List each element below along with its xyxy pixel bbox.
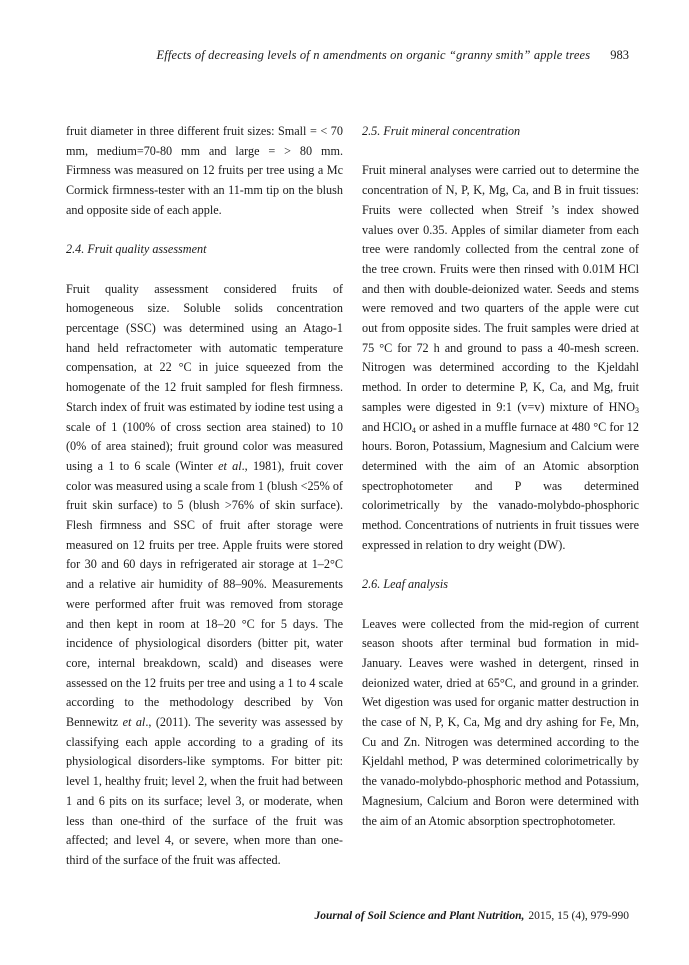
subscript: 3 — [635, 405, 639, 415]
subscript: 4 — [411, 425, 416, 435]
chem-formula: HNO — [608, 399, 635, 414]
chem-formula: and HClO — [362, 419, 412, 434]
intro-paragraph: fruit diameter in three different fruit sizes: Small = < 70 mm, medium=70-80 mm and large = > 80 mm. Firmness was measured on 12 fruits per tree using a Mc Cormick firmness-tester with an 11-mm tip on the blush and opposite side of each apple. — [66, 124, 343, 217]
left-column — [66, 122, 343, 871]
journal-citation: 2015, 15 (4), 979-990 — [528, 910, 629, 922]
leaf-analysis-paragraph: Leaves were collected from the mid-region of current season shoots after terminal bud formation in mid-January. Leaves were washed in detergent, rinsed in deionized water, dried at 65°C, and ground in a grinder. Wet digestion was used for organic matter destruction in the case of N, P, K, Ca, Mg and dry ashing for Fe, Mn, Cu and Zn. Nitrogen was determined according to the Kjeldahl method, P was determined colorimetrically by the vanado-molybdo-phosphoric method and Potassium, Magnesium, Calcium and Boron were determined with the aim of an Atomic absorption spectrophotometer. — [362, 616, 639, 828]
text-span: ., 1981), fruit cover color was measured using a scale from 1 (blush <25% of fruit skin surface) to 5 (blush >76% of skin surface). Flesh firmness and SSC of fruit after storage were measured on 12 fruits per tree. Apple fruits were stored for 30 and 60 days in refrigerated air storage at 1–2°C and a relative air humidity of 88–90%. Measurements were performed after fruit was removed from storage and then kept in room at 18–20 °C for 5 days. The incidence of physiological disorders (bitter pit, water core, internal breakdown, scald) and diseases were assessed on the 12 fruits per tree and using a 1 to 4 scale according to the methodology described by Von Bennewitz — [66, 458, 344, 730]
et-al-citation: et al — [218, 458, 242, 473]
et-al-citation: et al — [122, 715, 146, 730]
text-span: Fruit quality assessment considered fruits of homogeneous size. Soluble solids concentration percentage (SSC) was determined using an Atago-1 hand held refractometer with automatic temperature compensation, at 22 °C in juice squeezed from the homogenate of the 12 fruit sampled for flesh firmness. Starch index of fruit was estimated by iodine test using a scale of 1 (100% of cross section area stained) to 10 (0% of area stained); fruit ground color was measured using a 1 to 6 scale (Winter — [66, 281, 343, 473]
running-title: Effects of decreasing levels of n amendments on organic “granny smith” apple trees — [156, 48, 591, 62]
section-heading-leaf-analysis: 2.6. Leaf analysis — [362, 577, 448, 592]
journal-name: Journal of Soil Science and Plant Nutrition, — [314, 910, 525, 922]
running-header — [60, 48, 629, 63]
section-heading-fruit-quality: 2.4. Fruit quality assessment — [66, 242, 207, 257]
text-span: Fruit mineral analyses were carried out to determine the concentration of N, P, K, Mg, Ca, and B in fruit tissues: Fruits were collected when Streif ’s index showed values over 0.35. Apples of similar diameter from each tree were randomly collected from the central zone of the tree crown. Fruits were then rinsed with 0.01M HCl and then with double-deionized water. Seeds and stems were removed and two quarters of the apple were cut out from opposite sides. The fruit samples were dried at 75 °C for 72 h and ground to pass a 40-mesh screen. Nitrogen was determined according to the Kjeldahl method. In order to determine P, K, Ca, and Mg, fruit samples were digested in 9:1 (v=v) mixture of — [362, 163, 639, 414]
page-footer — [314, 910, 629, 922]
page-number: 983 — [610, 48, 629, 62]
right-column — [362, 122, 639, 831]
text-span: or ashed in a muffle furnace at 480 °C for 12 hours. Boron, Potassium, Magnesium and Calcium were determined with the aim of an Atomic absorption spectrophotometer and P was determined colorimetrically by the vanado-molybdo-phosphoric method. Concentrations of nutrients in fruit tissues were expressed in relation to dry weight (DW). — [362, 419, 639, 552]
fruit-quality-paragraph — [66, 280, 343, 871]
text-span: ., (2011). The severity was assessed by classifying each apple according to a grading of its physiological disorders-like symptoms. For bitter pit: level 1, healthy fruit; level 2, when the fruit had between 1 and 6 pits on its surface; level 3, or moderate, when less than one-third of the surface of the fruit was affected; and level 4, or severe, when more than one-third of the surface of the fruit was affected. — [66, 715, 343, 867]
section-heading-fruit-mineral: 2.5. Fruit mineral concentration — [362, 124, 521, 138]
fruit-mineral-paragraph — [362, 161, 639, 555]
